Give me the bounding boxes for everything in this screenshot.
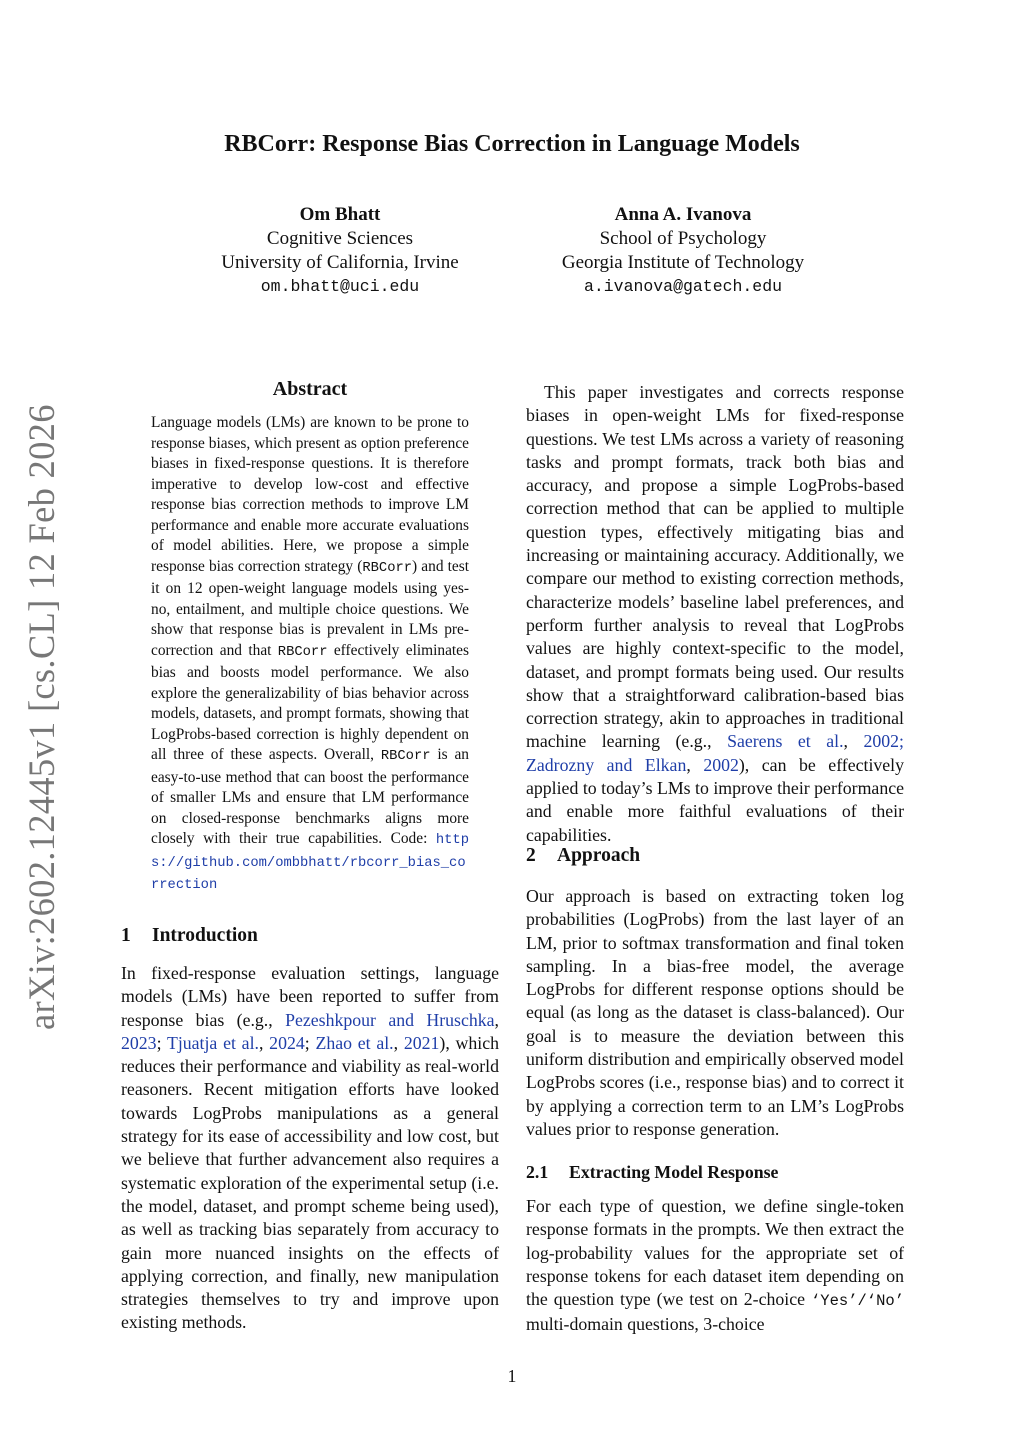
body-text: ), which reduces their performance and viability as real-world reasoners. Recent mitigation efforts have looked towards LogProbs manipulations as a general strategy for its ease of accessibility and low cost, but we believe that further advancement also requires a systematic exploration of the experimental setup (i.e. the model, dataset, and prompt scheme being used), as well as tracking bias separately from accuracy to gain more nuanced insights on the effects of applying correction, and finally, new manipulation strategies themselves to try and improve upon existing methods. xyxy=(121,1032,500,1333)
approach-paragraph: Our approach is based on extracting token log probabilities (LogProbs) from the last layer of an LM, prior to softmax transformation and final token sampling. In a bias-free model, the average LogProbs for different response options should be equal (as long as the dataset is class-balanced). Our goal is to measure the deviation between this uniform distribution and empirically observed model LogProbs scores (i.e., response bias) and to correct it by applying a correction term to an LM’s LogProbs values prior to response generation. xyxy=(526,886,904,1139)
abstract-text: is an easy-to-use method that can boost the performance of smaller LMs and ensure that LM performance on closed-response benchmarks aligns more closely with their true capabilities. Code: xyxy=(151,746,469,847)
body-text: ), can be effectively applied to today’s LMs to improve their performance and enable more faithful evaluations of their capabilities. xyxy=(526,754,905,845)
author-dept: School of Psychology xyxy=(599,228,767,249)
code-link[interactable]: https://github.com/ombbhatt/rbcorr_bias_correction xyxy=(151,833,469,893)
author-affiliation: Georgia Institute of Technology xyxy=(561,252,805,273)
body-text: In fixed-response evaluation settings, language models (LMs) have been reported to suffer from response bias (e.g., xyxy=(121,963,499,1030)
author-affiliation: University of California, Irvine xyxy=(221,252,459,273)
author-dept: Cognitive Sciences xyxy=(266,228,414,249)
section-number: 2 xyxy=(526,845,536,866)
body-text: For each type of question, we define single-token response formats in the prompts. We then extract the log-probability values for the appropriate set of response tokens for each dataset item depending on the question type (we test on 2-choice xyxy=(526,1196,904,1310)
method-name: RBCorr xyxy=(277,644,328,660)
extract-paragraph xyxy=(526,1195,904,1337)
paper-title: RBCorr: Response Bias Correction in Language Models xyxy=(224,131,800,157)
body-text: multi-domain questions, 3-choice xyxy=(526,1314,765,1335)
method-name: RBCorr xyxy=(362,560,413,576)
citation-link[interactable]: Pezeshkpour and Hruschka xyxy=(285,1009,495,1030)
arxiv-id: arXiv:2602.12445v1 [cs.CL] 12 Feb 2026 xyxy=(21,404,62,1030)
citation-separator: ; xyxy=(156,1032,167,1053)
abstract-text: ) and test it on 12 open-weight language models using yes-no, entailment, and multiple choice questions. We show that response bias is prevalent in LMs pre-correction and that xyxy=(151,557,470,659)
page-number: 1 xyxy=(507,1366,517,1386)
citation-link[interactable]: Saerens et al. xyxy=(727,731,844,752)
response-format: ‘Yes’/‘No’ xyxy=(810,1292,904,1311)
right-intro-paragraph: This paper investigates and corrects response biases in open-weight LMs for fixed-response questions. We test LMs across a variety of reasoning tasks and prompt formats, track both bias and accuracy, and propose a simple LogProbs-based correction method that can be applied to multiple question types, effectively mitigating bias and increasing or maintaining accuracy. Additionally, we compare our method to existing correction methods, characterize models’ baseline label preferences, and perform further analysis to reveal that LogProbs values are highly context-specific to the model, dataset, and prompt formats being used. Our results show that a straightforward calibration-based bias correction strategy, akin to approaches in traditional machine learning (e.g., Saerens et al., 2002; Zadrozny and Elkan, 2002), can be effectively applied to today’s LMs to improve their performance and enable more faithful evaluations of their capabilities. xyxy=(526,382,905,845)
abstract-heading: Abstract xyxy=(272,378,348,400)
author-name: Om Bhatt xyxy=(299,204,381,225)
section-number: 2.1 xyxy=(526,1162,549,1182)
citation-year-link[interactable]: 2024 xyxy=(269,1032,305,1053)
author-block-2 xyxy=(518,203,848,299)
section-heading-introduction xyxy=(121,925,499,947)
subsection-heading-extracting xyxy=(526,1162,904,1183)
section-title: Extracting Model Response xyxy=(569,1162,779,1182)
section-heading-approach xyxy=(526,845,904,867)
citation-year-link[interactable]: 2023 xyxy=(121,1032,157,1053)
author-email[interactable]: om.bhatt@uci.edu xyxy=(260,277,420,296)
author-email[interactable]: a.ivanova@gatech.edu xyxy=(583,277,783,296)
method-name: RBCorr xyxy=(380,749,431,764)
abstract-body xyxy=(151,413,469,897)
citation-year-link[interactable]: 2002 xyxy=(863,731,900,752)
section-title: Introduction xyxy=(152,925,258,946)
citation-link[interactable]: Zadrozny and Elkan xyxy=(526,754,687,775)
abstract-text: Language models (LMs) are known to be prone to response biases, which present as option preference biases in fixed-response questions. It is therefore imperative to develop low-cost and effective response bias correction methods to improve LM performance and enable more accurate evaluations of model abilities. Here, we propose a simple response bias correction strategy ( xyxy=(151,414,469,575)
citation-separator: ; xyxy=(304,1032,316,1053)
section-title: Approach xyxy=(557,845,641,866)
body-text: This paper investigates and corrects response biases in open-weight LMs for fixed-response questions. We test LMs across a variety of reasoning tasks and prompt formats, track both bias and accuracy, and propose a simple LogProbs-based correction method that can be applied to multiple question types, effectively mitigating bias and increasing or maintaining accuracy. Additionally, we compare our method to existing correction methods, characterize models’ baseline label preferences, and perform further analysis to reveal that LogProbs values are highly context-specific to the model, dataset, and prompt formats being used. Our results show that a straightforward calibration-based bias correction strategy, akin to approaches in traditional machine learning (e.g., xyxy=(526,382,904,752)
abstract-text: effectively eliminates bias and boosts model performance. We also explore the generalizability of bias behavior across models, datasets, and prompt formats, showing that LogProbs-based correction is highly dependent on all three of these aspects. Overall, xyxy=(151,641,469,763)
author-name: Anna A. Ivanova xyxy=(614,204,752,225)
intro-paragraph: In fixed-response evaluation settings, language models (LMs) have been reported to suffer from response bias (e.g., Pezeshkpour and Hruschka, 2023; Tjuatja et al., 2024; Zhao et al., 2021), which reduces their performance and viability as real-world reasoners. Recent mitigation efforts have looked towards LogProbs manipulations as a general strategy for its ease of accessibility and low cost, but we believe that further advancement also requires a systematic exploration of the experimental setup (i.e. the model, dataset, and prompt scheme being used), as well as tracking bias separately from accuracy to gain more nuanced insights on the effects of applying correction, and finally, new manipulation strategies themselves to try and improve upon existing methods. xyxy=(121,963,500,1333)
citation-separator: ; xyxy=(899,731,904,752)
citation-year-link[interactable]: 2021 xyxy=(403,1032,440,1053)
citation-link[interactable]: Tjuatja et al. xyxy=(166,1032,259,1053)
citation-link[interactable]: Zhao et al. xyxy=(315,1032,394,1053)
citation-year-link[interactable]: 2002 xyxy=(703,754,739,775)
author-block-1 xyxy=(175,203,505,299)
section-number: 1 xyxy=(121,925,131,946)
